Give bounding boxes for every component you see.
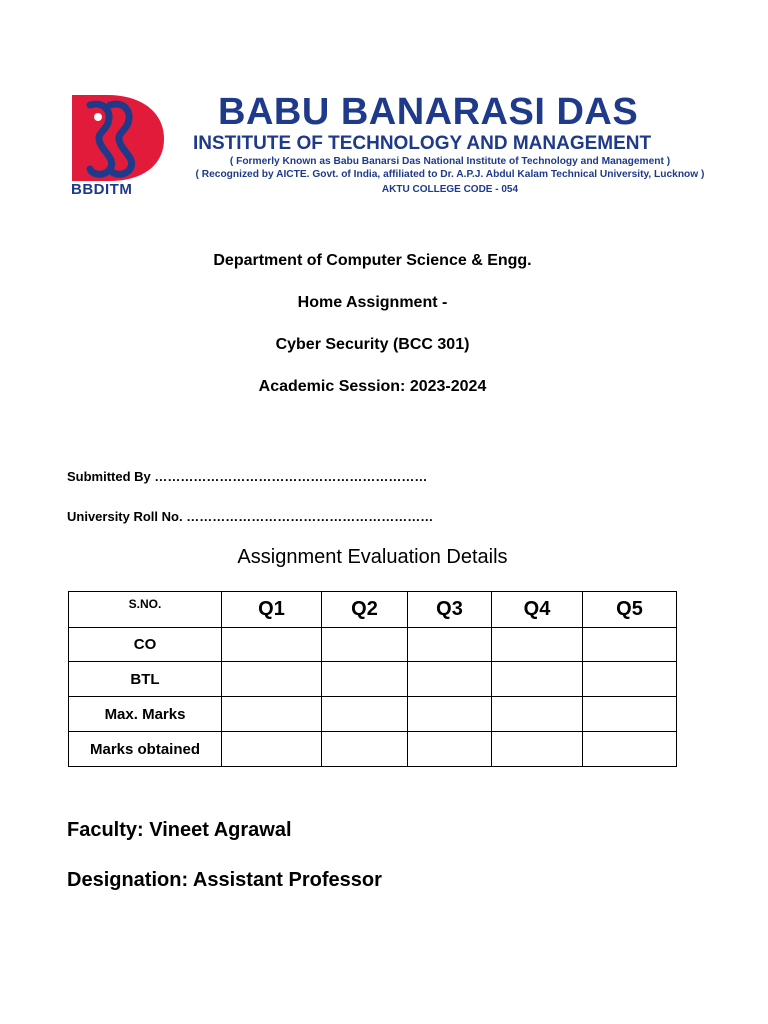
header-q3: Q3 xyxy=(408,592,492,628)
roll-number-field: University Roll No. ………………………………………………… xyxy=(67,509,434,524)
cell xyxy=(408,732,492,767)
cell xyxy=(222,628,322,662)
institute-subtitle: INSTITUTE OF TECHNOLOGY AND MANAGEMENT xyxy=(193,133,652,154)
table-header-row xyxy=(69,592,677,628)
department-title: Department of Computer Science & Engg. xyxy=(213,252,532,269)
session-title: Academic Session: 2023-2024 xyxy=(258,378,487,395)
header-q5: Q5 xyxy=(583,592,677,628)
header-q4: Q4 xyxy=(492,592,583,628)
cell xyxy=(322,628,408,662)
assignment-title: Home Assignment - xyxy=(297,294,448,311)
formerly-known-line: ( Formerly Known as Babu Banarsi Das National Institute of Technology and Management ) xyxy=(229,156,671,167)
row-label-marks-obtained: Marks obtained xyxy=(69,732,222,767)
header-q1: Q1 xyxy=(222,592,322,628)
row-label-btl: BTL xyxy=(69,662,222,697)
cell xyxy=(322,662,408,697)
course-title: Cyber Security (BCC 301) xyxy=(275,336,470,353)
table-row xyxy=(69,732,677,767)
institute-name: BABU BANARASI DAS xyxy=(218,91,639,133)
evaluation-title: Assignment Evaluation Details xyxy=(237,546,508,568)
cell xyxy=(492,628,583,662)
cell xyxy=(583,697,677,732)
cell xyxy=(492,662,583,697)
cell xyxy=(408,662,492,697)
table-row xyxy=(69,628,677,662)
cell xyxy=(408,697,492,732)
submitted-by-field: Submitted By ……………………………………………………… xyxy=(67,469,428,484)
cell xyxy=(583,732,677,767)
college-code: AKTU COLLEGE CODE - 054 xyxy=(381,184,519,195)
table-row xyxy=(69,662,677,697)
cell xyxy=(583,628,677,662)
cell xyxy=(492,697,583,732)
recognition-line: ( Recognized by AICTE. Govt. of India, affiliated to Dr. A.P.J. Abdul Kalam Technical University, Lucknow ) xyxy=(195,169,705,180)
cell xyxy=(322,732,408,767)
logo-caption: BBDITM xyxy=(71,181,133,198)
cell xyxy=(492,732,583,767)
faculty-designation: Designation: Assistant Professor xyxy=(67,869,382,891)
row-label-max-marks: Max. Marks xyxy=(69,697,222,732)
cell xyxy=(408,628,492,662)
cell xyxy=(222,732,322,767)
cell xyxy=(583,662,677,697)
faculty-name: Faculty: Vineet Agrawal xyxy=(67,819,292,841)
header-q2: Q2 xyxy=(322,592,408,628)
table-row xyxy=(69,697,677,732)
evaluation-table xyxy=(68,591,677,767)
cell xyxy=(222,662,322,697)
row-label-co: CO xyxy=(69,628,222,662)
header-sno: S.NO. xyxy=(69,592,222,628)
cell xyxy=(222,697,322,732)
cell xyxy=(322,697,408,732)
bbd-logo-icon xyxy=(68,93,164,183)
